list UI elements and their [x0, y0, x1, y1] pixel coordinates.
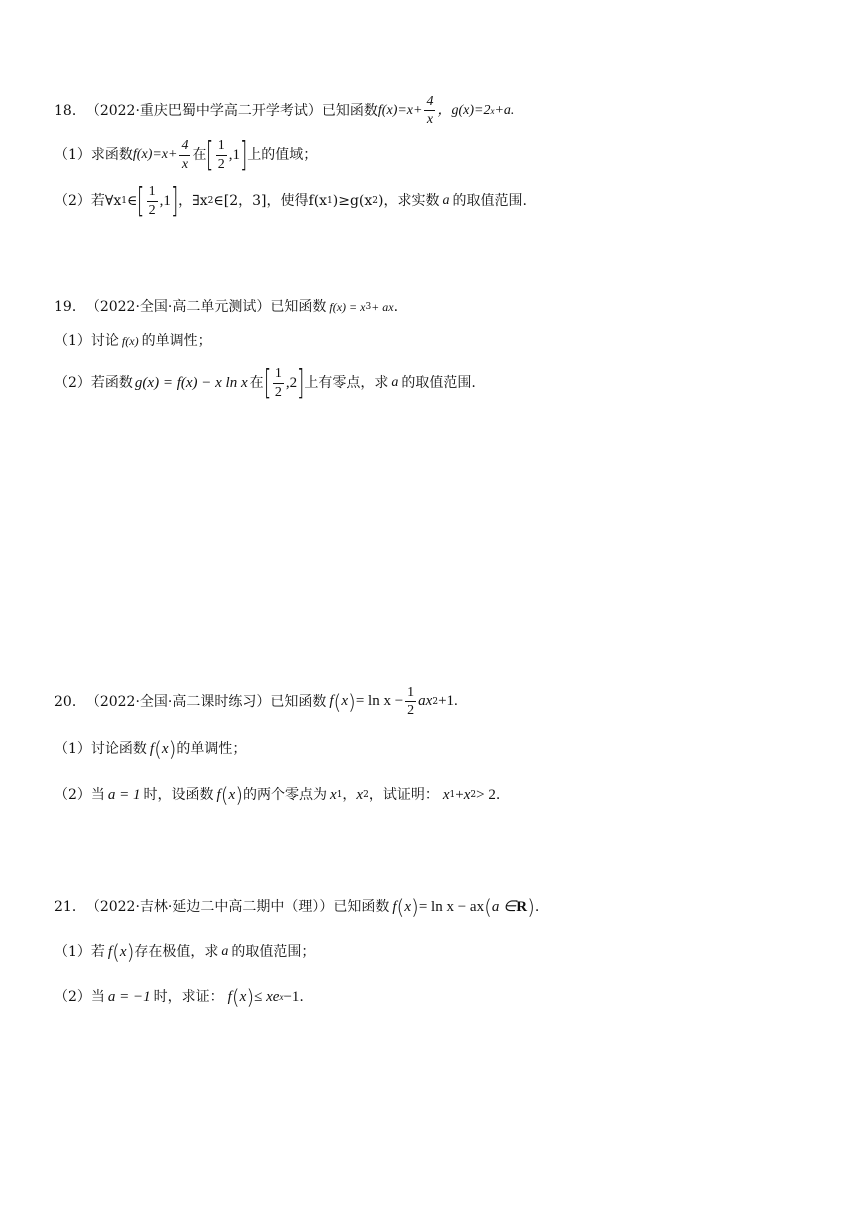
problem-18-part-1: （1） 求函数 f(x)=x+ $\frac{4}{x}$ 在 [ $\frac{1}{2}$ ,1 ] 上的值域； [54, 135, 318, 175]
closed-interval: [ $\frac{1}{2}$ ,1 ] [206, 135, 248, 175]
fraction: $\frac{1}{2}$ [407, 685, 415, 719]
problem-19-part-2: （2） 若函数 g(x) = f(x) − x ln x 在 [ $\frac{1}{2}$ ,2 ] 上有零点，求 a 的取值范围. [54, 363, 476, 403]
formula-g: ，g(x)=2 [437, 102, 491, 118]
problem-source: （2022·吉林·延边二中高二期中（理）） [85, 899, 334, 915]
problem-18-part-2: （2） 若∀x 1 ∈ [ $\frac{1}{2}$ ,1 ] ，∃x 2 ∈[2，3]，使得f(x 1 )≥g(x 2 )，求实数 a 的取值范围. [54, 181, 527, 221]
fraction: $\frac{4}{x}$ [181, 138, 189, 172]
problem-19-part-1: （1） 讨论 f(x) 的单调性； [54, 333, 212, 349]
problem-18-statement: 18． （2022·重庆巴蜀中学高二开学考试） 已知函数 f(x)=x+ $\frac{4}{x}$ ，g(x)=2 x +a. [54, 94, 515, 128]
problem-19-statement: 19． （2022·全国·高二单元测试） 已知函数 f(x) = x 3 + ax . [54, 299, 399, 315]
closed-interval: [ $\frac{1}{2}$ ,1 ] [137, 181, 179, 221]
problem-number: 21． [54, 899, 86, 915]
problem-source: （2022·重庆巴蜀中学高二开学考试） [85, 102, 322, 119]
formula-f: f(x)=x+ [377, 102, 423, 118]
problem-number: 18． [54, 102, 86, 119]
problem-21-part-1: （1） 若 f ( x ) 存在极值，求 a 的取值范围； [54, 940, 316, 964]
problem-21-part-2: （2） 当 a = −1 时，求证： f ( x ) ≤ xe x −1 . [54, 985, 304, 1009]
problem-20-part-1: （1） 讨论函数 f ( x ) 的单调性； [54, 737, 247, 761]
problem-number: 19． [54, 299, 86, 315]
fraction: $\frac{4}{x}$ [426, 94, 434, 128]
problem-20-statement: 20． （2022·全国·高二课时练习） 已知函数 f ( x ) = ln x − $\frac{1}{2}$ ax 2 +1. [54, 685, 458, 719]
problem-source: （2022·全国·高二课时练习） [85, 693, 271, 710]
problem-number: 20． [54, 693, 86, 710]
problem-21-statement: 21． （2022·吉林·延边二中高二期中（理）） 已知函数 f ( x ) = ln x − ax ( a ∈ R ) . [54, 895, 540, 919]
problem-20-part-2: （2） 当 a = 1 时，设函数 f ( x ) 的两个零点为 x 1 ， x 2 ，试证明： x 1 + x 2 > 2 . [54, 783, 501, 807]
closed-interval: [ $\frac{1}{2}$ ,2 ] [263, 363, 305, 403]
problem-source: （2022·全国·高二单元测试） [85, 299, 271, 315]
